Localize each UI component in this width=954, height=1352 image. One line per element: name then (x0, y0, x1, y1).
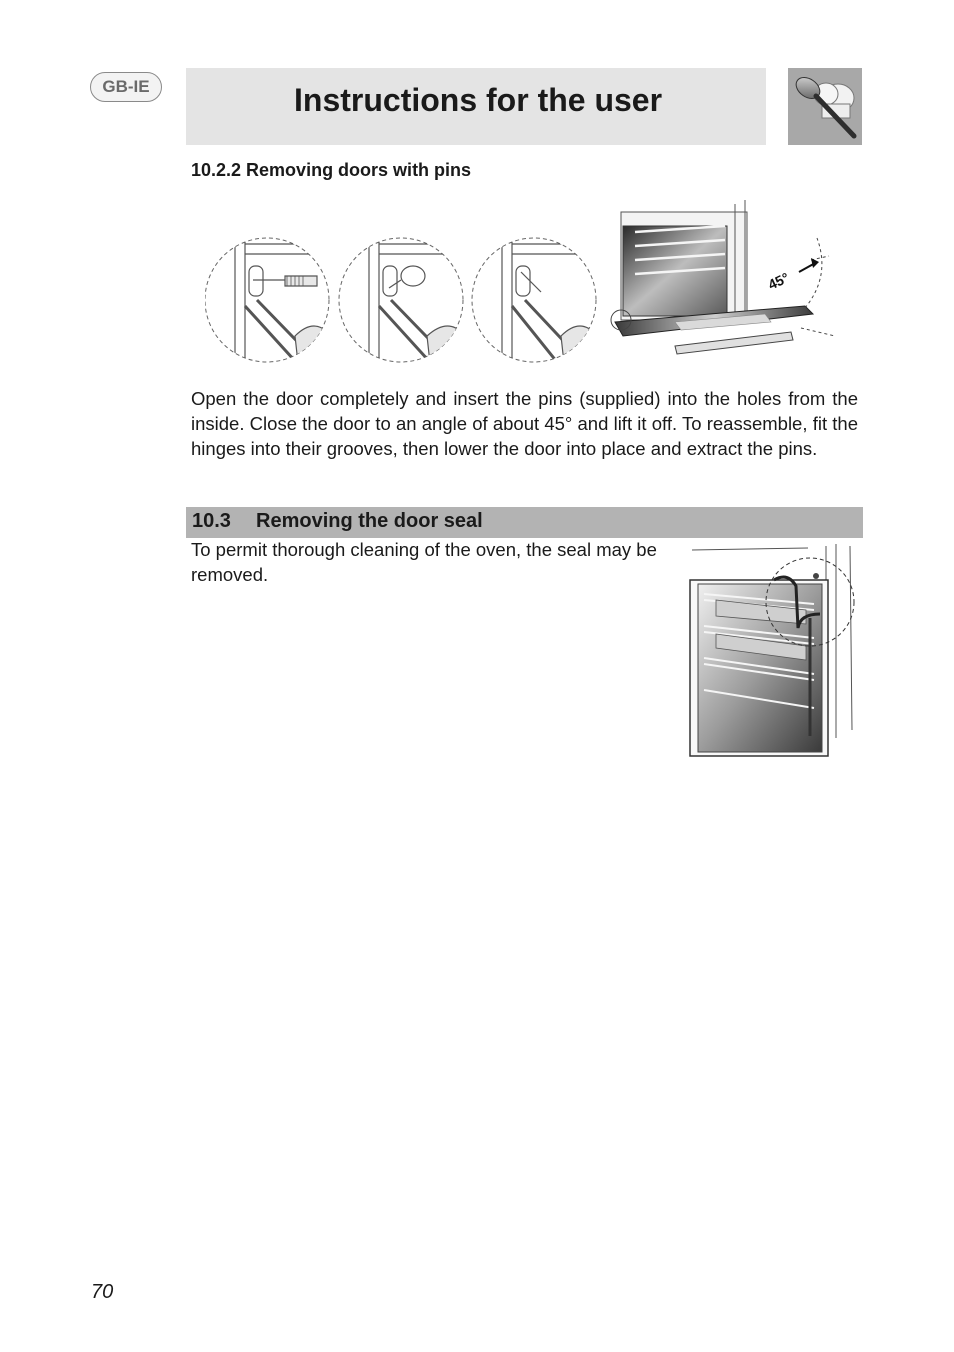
section-bar (186, 507, 863, 538)
door-pins-illustration (205, 196, 845, 372)
header-bar (186, 68, 766, 145)
detail-circle-3 (472, 236, 597, 372)
chef-spoon-icon (788, 68, 862, 145)
region-badge-label: GB-IE (102, 77, 150, 96)
door-seal-paragraph: To permit thorough cleaning of the oven, the seal may be removed. (191, 539, 657, 585)
region-badge (90, 72, 162, 102)
page-number: 70 (91, 1281, 114, 1303)
section-number: 10.3 (192, 510, 231, 532)
detail-circle-1 (205, 236, 331, 372)
oven-open-door (611, 200, 835, 354)
subsection-heading: 10.2.2 Removing doors with pins (191, 160, 472, 180)
door-seal-illustration (688, 540, 862, 762)
page-title: Instructions for the user (294, 82, 663, 118)
section-title: Removing the door seal (256, 510, 483, 532)
angle-label: 45° (765, 269, 792, 293)
detail-circle-2 (339, 236, 465, 372)
pins-instructions-paragraph: Open the door completely and insert the pins (supplied) into the holes from the inside. Close the door to an angle of about 45° and lift it off. To reassemble, fit the hinges into their grooves, then lower the door into place and extract the pins. (191, 388, 858, 459)
